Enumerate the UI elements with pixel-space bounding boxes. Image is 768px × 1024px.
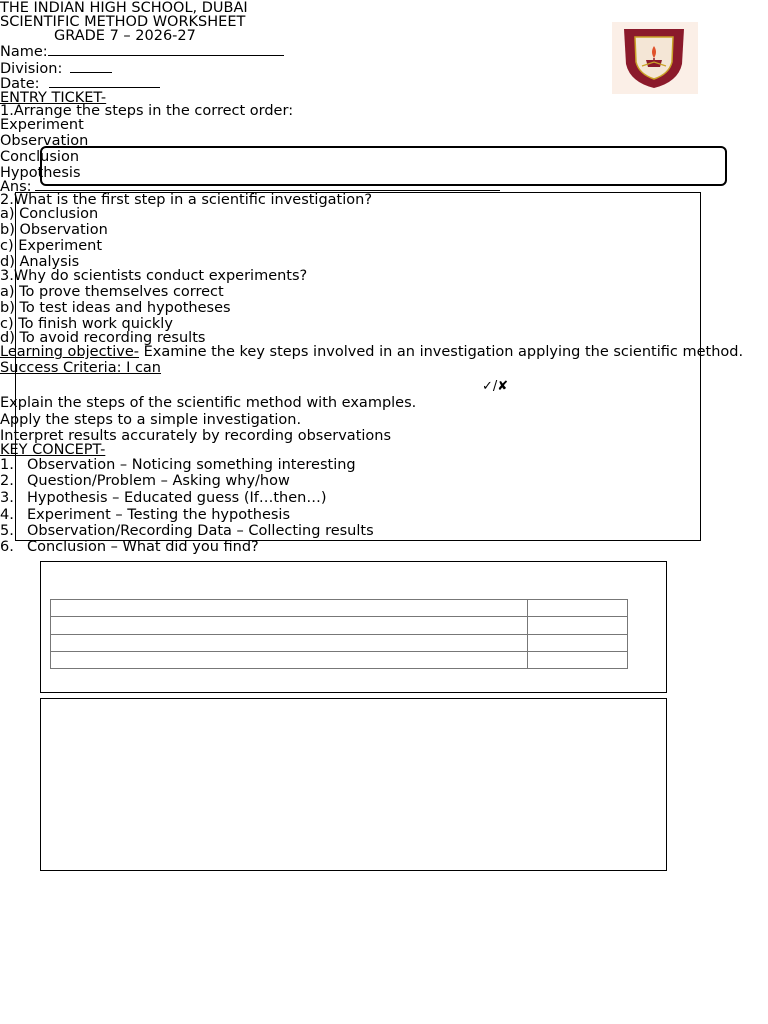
table-cell[interactable] bbox=[528, 634, 628, 651]
date-blank[interactable] bbox=[49, 87, 160, 88]
q3-option[interactable]: c) To finish work quickly bbox=[0, 316, 173, 332]
criteria-item: Interpret results accurately by recording observations bbox=[0, 428, 392, 444]
table-cell[interactable] bbox=[51, 651, 528, 668]
concept-item: 5. Observation/Recording Data – Collecting results bbox=[0, 523, 374, 539]
concept-item: 4. Experiment – Testing the hypothesis bbox=[0, 507, 291, 523]
entry-ticket-heading: ENTRY TICKET- bbox=[0, 90, 107, 106]
q3-option[interactable]: d) To avoid recording results bbox=[0, 330, 206, 346]
answer-table[interactable] bbox=[50, 599, 628, 669]
name-blank[interactable] bbox=[48, 55, 284, 56]
grade-line: GRADE 7 – 2026-27 bbox=[54, 28, 196, 44]
shield-icon bbox=[612, 22, 698, 94]
step-item: Experiment bbox=[0, 117, 84, 133]
division-label: Division: bbox=[0, 61, 63, 77]
learning-objective bbox=[0, 344, 743, 360]
table-row bbox=[51, 651, 628, 668]
concept-item: 6. Conclusion – What did you find? bbox=[0, 539, 259, 555]
step-item: Hypothesis bbox=[0, 165, 81, 181]
q2-option[interactable]: b) Observation bbox=[0, 222, 108, 238]
table-row bbox=[51, 617, 628, 634]
question-1: 1.Arrange the steps in the correct order: bbox=[0, 103, 294, 119]
response-box[interactable] bbox=[40, 698, 667, 871]
q3-option[interactable]: a) To prove themselves correct bbox=[0, 284, 224, 300]
step-item: Conclusion bbox=[0, 149, 80, 165]
date-label: Date: bbox=[0, 76, 40, 92]
q2-option[interactable]: c) Experiment bbox=[0, 238, 103, 254]
name-field[interactable] bbox=[0, 44, 284, 60]
table-cell[interactable] bbox=[528, 617, 628, 634]
table-cell[interactable] bbox=[51, 617, 528, 634]
success-criteria-heading: Success Criteria: I can bbox=[0, 360, 162, 376]
table-cell[interactable] bbox=[528, 600, 628, 617]
concept-item: 3. Hypothesis – Educated guess (If…then…) bbox=[0, 490, 327, 506]
worksheet-title: SCIENTIFIC METHOD WORKSHEET bbox=[0, 14, 246, 30]
q3-option[interactable]: b) To test ideas and hypotheses bbox=[0, 300, 231, 316]
table-cell[interactable] bbox=[51, 600, 528, 617]
step-item: Observation bbox=[0, 133, 89, 149]
division-field[interactable] bbox=[0, 61, 112, 77]
learning-objective-text: Examine the key steps involved in an investigation applying the scientific method. bbox=[139, 344, 744, 360]
tick-cross-label: ✓/✘ bbox=[482, 379, 509, 394]
table-row bbox=[51, 634, 628, 651]
table-cell[interactable] bbox=[528, 651, 628, 668]
question-2: 2.What is the first step in a scientific investigation? bbox=[0, 192, 373, 208]
division-blank[interactable] bbox=[70, 72, 112, 73]
school-logo bbox=[612, 22, 698, 94]
question-3: 3.Why do scientists conduct experiments? bbox=[0, 268, 308, 284]
concept-item: 2. Question/Problem – Asking why/how bbox=[0, 473, 290, 489]
answer-blank[interactable] bbox=[35, 190, 500, 191]
q2-option[interactable]: d) Analysis bbox=[0, 254, 80, 270]
q2-option[interactable]: a) Conclusion bbox=[0, 206, 99, 222]
key-concept-heading: KEY CONCEPT- bbox=[0, 442, 106, 458]
table-row bbox=[51, 600, 628, 617]
name-label: Name: bbox=[0, 44, 48, 60]
criteria-item: Apply the steps to a simple investigation. bbox=[0, 412, 302, 428]
criteria-item: Explain the steps of the scientific method with examples. bbox=[0, 395, 417, 411]
answer-label: Ans: bbox=[0, 179, 32, 195]
concept-item: 1. Observation – Noticing something interesting bbox=[0, 457, 356, 473]
table-cell[interactable] bbox=[51, 634, 528, 651]
learning-objective-label: Learning objective- bbox=[0, 344, 140, 360]
school-name: THE INDIAN HIGH SCHOOL, DUBAI bbox=[0, 0, 248, 16]
